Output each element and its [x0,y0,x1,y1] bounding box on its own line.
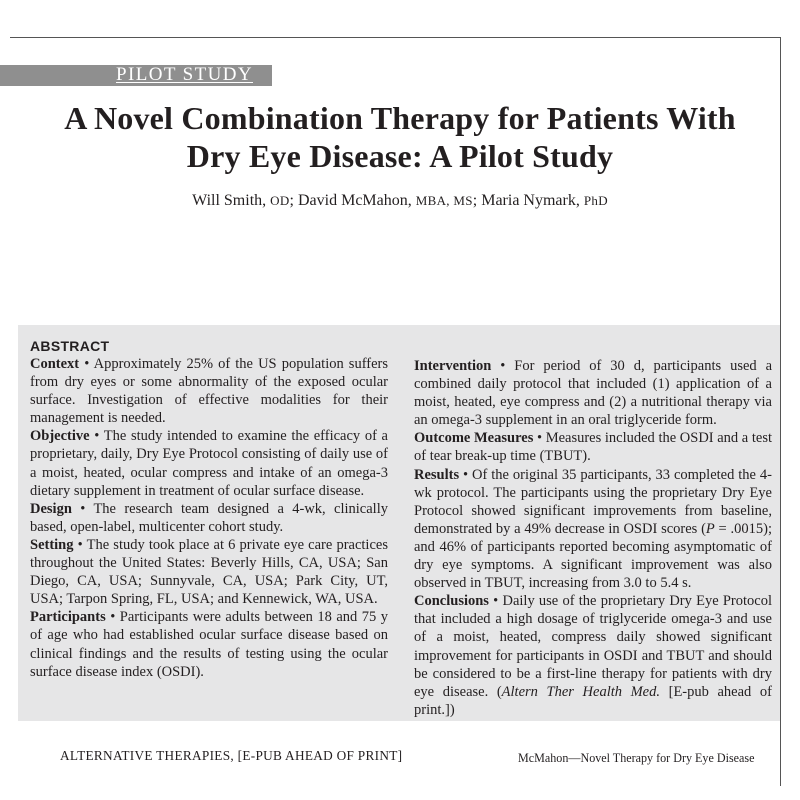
abstract-design: Design • The research team designed a 4-wk, clinically based, open-label, multicenter cohort study. [30,500,388,535]
abstract-text: Participants were adults between 18 and 75 y of age who had established ocular surface disease based on clinical findings and the results of testing using the ocular surface disease index (OSDI). [30,609,388,680]
article-title [10,99,790,175]
abstract-text: = .0015); and 46% of participants reported becoming asymptomatic of dry eye symptoms. A significant improvement was also observed in TBUT, increasing from 3.0 to 5.4 s. [414,520,772,592]
abstract-text: The study took place at 6 private eye care practices throughout the United States: Beverly Hills, CA, USA; San Diego, CA, USA; Sunnyvale, CA, USA; Park City, UT, USA; Tarpon Spring, FL, USA; and Kennewick, WA, USA. [30,536,388,608]
abstract-text: The study intended to examine the efficacy of a proprietary, daily, Dry Eye Protocol consisting of daily use of a moist, heated, ocular compress and intake of an omega-3 dietary supplement in treatment of ocular surface disease. [30,428,388,499]
author-name: Maria Nymark [481,192,576,209]
abstract-conclusions: Conclusions • Daily use of the proprietary Dry Eye Protocol that included a high dosage of triglyceride omega-3 and use of a moist, heated, compress daily showed significant improvement for participants in OSDI and TBUT and should be considered to be a first-line therapy for patients with dry eye disease. (Altern Ther Health Med. [E-pub ahead of print.]) [414,593,773,718]
abstract-text: For period of 30 d, participants used a combined daily protocol that included (1) application of a moist, heated, eye compress and (2) a nutritional therapy via an omega-3 supplement in an oral triglyceride form. [414,358,773,429]
abstract-text: Approximately 25% of the US population suffers from dry eyes or some abnormality of the exposed ocular surface. Investigation of effective modalities for their management is needed. [30,356,388,427]
author-name: Will Smith [192,192,263,209]
author-degree: MBA, MS [415,193,473,208]
abstract-objective: Objective • The study intended to examine the efficacy of a proprietary, daily, Dry Eye Protocol consisting of daily use of a moist, heated, ocular compress and intake of an omega-3 dietary supplement in treatment of ocular surface disease. [30,428,388,499]
footer-running-title: McMahon—Novel Therapy for Dry Eye Disease [518,750,755,765]
abstract-column-right [414,357,772,719]
abstract-intervention: Intervention • For period of 30 d, participants used a combined daily protocol that included (1) application of a moist, heated, eye compress and (2) a nutritional therapy via an omega-3 supplement in an oral triglyceride form. [414,358,773,429]
section-label-participants: Participants [30,609,106,626]
section-label: PILOT STUDY [116,64,253,85]
abstract-participants: Participants • Participants were adults between 18 and 75 y of age who had established ocular surface disease based on clinical findings and the results of testing using the ocular surface disease index (OSDI). [30,609,388,680]
abstract-outcome-measures: Outcome Measures • Measures included the OSDI and a test of tear break-up time (TBUT). [414,430,773,465]
journal-citation: Altern Ther Health Med. [501,683,660,700]
abstract-text: Measures included the OSDI and a test of tear break-up time (TBUT). [414,430,773,465]
abstract-text: [E-pub ahead of print.]) [414,683,772,718]
section-label-outcome: Outcome Measures [414,430,534,447]
p-value-symbol: P [705,520,715,537]
abstract-column-left [30,355,388,681]
abstract-text: Daily use of the proprietary Dry Eye Protocol that included a high dosage of triglyceride omega-3 and use of a moist, heated, compress daily showed significant improvement for participants in OSDI and TBUT and should be considered to be a first-line therapy for patients with dry eye disease. ( [414,593,773,700]
author-name: David McMahon [297,192,408,209]
title-line-2: Dry Eye Disease: A Pilot Study [186,138,614,174]
abstract-context: Context • Approximately 25% of the US population suffers from dry eyes or some abnormality of the exposed ocular surface. Investigation of effective modalities for their management is needed. [30,356,388,427]
abstract-setting: Setting • The study took place at 6 private eye care practices throughout the United States: Beverly Hills, CA, USA; San Diego, CA, USA; Sunnyvale, CA, USA; Park City, UT, USA; Tarpon Spring, FL, USA; and Kennewick, WA, USA. [30,536,388,608]
abstract-text: The research team designed a 4-wk, clinically based, open-label, multicenter cohort study. [30,500,388,535]
section-label-intervention: Intervention [414,358,492,374]
author-degree: OD [270,193,290,208]
footer-journal: ALTERNATIVE THERAPIES, [E-PUB AHEAD OF PRINT] [60,749,403,764]
abstract-heading: ABSTRACT [30,338,110,354]
abstract-text: Of the original 35 participants, 33 completed the 4-wk protocol. The participants using the proprietary Dry Eye Protocol showed significant improvements from baseline, demonstrated by a 49% decrease in OSDI scores ( [414,466,772,537]
section-label-context: Context [30,356,80,372]
section-label-conclusions: Conclusions [414,593,489,610]
section-label-results: Results [414,466,460,483]
section-label-objective: Objective [30,428,90,445]
author-degree: PhD [583,193,608,208]
abstract-results: Results • Of the original 35 participants, 33 completed the 4-wk protocol. The participants using the proprietary Dry Eye Protocol showed significant improvements from baseline, demonstrated by a 49% decrease in OSDI scores (P = .0015); and 46% of participants reported becoming asymptomatic of dry eye symptoms. A significant improvement was also observed in TBUT, increasing from 3.0 to 5.4 s. [414,466,772,592]
title-line-1: A Novel Combination Therapy for Patients With [64,100,736,136]
section-label-setting: Setting [30,536,74,553]
section-label-design: Design [30,500,72,517]
author-list: Will Smith, OD; David McMahon, MBA, MS; Maria Nymark, PhD [192,192,608,209]
